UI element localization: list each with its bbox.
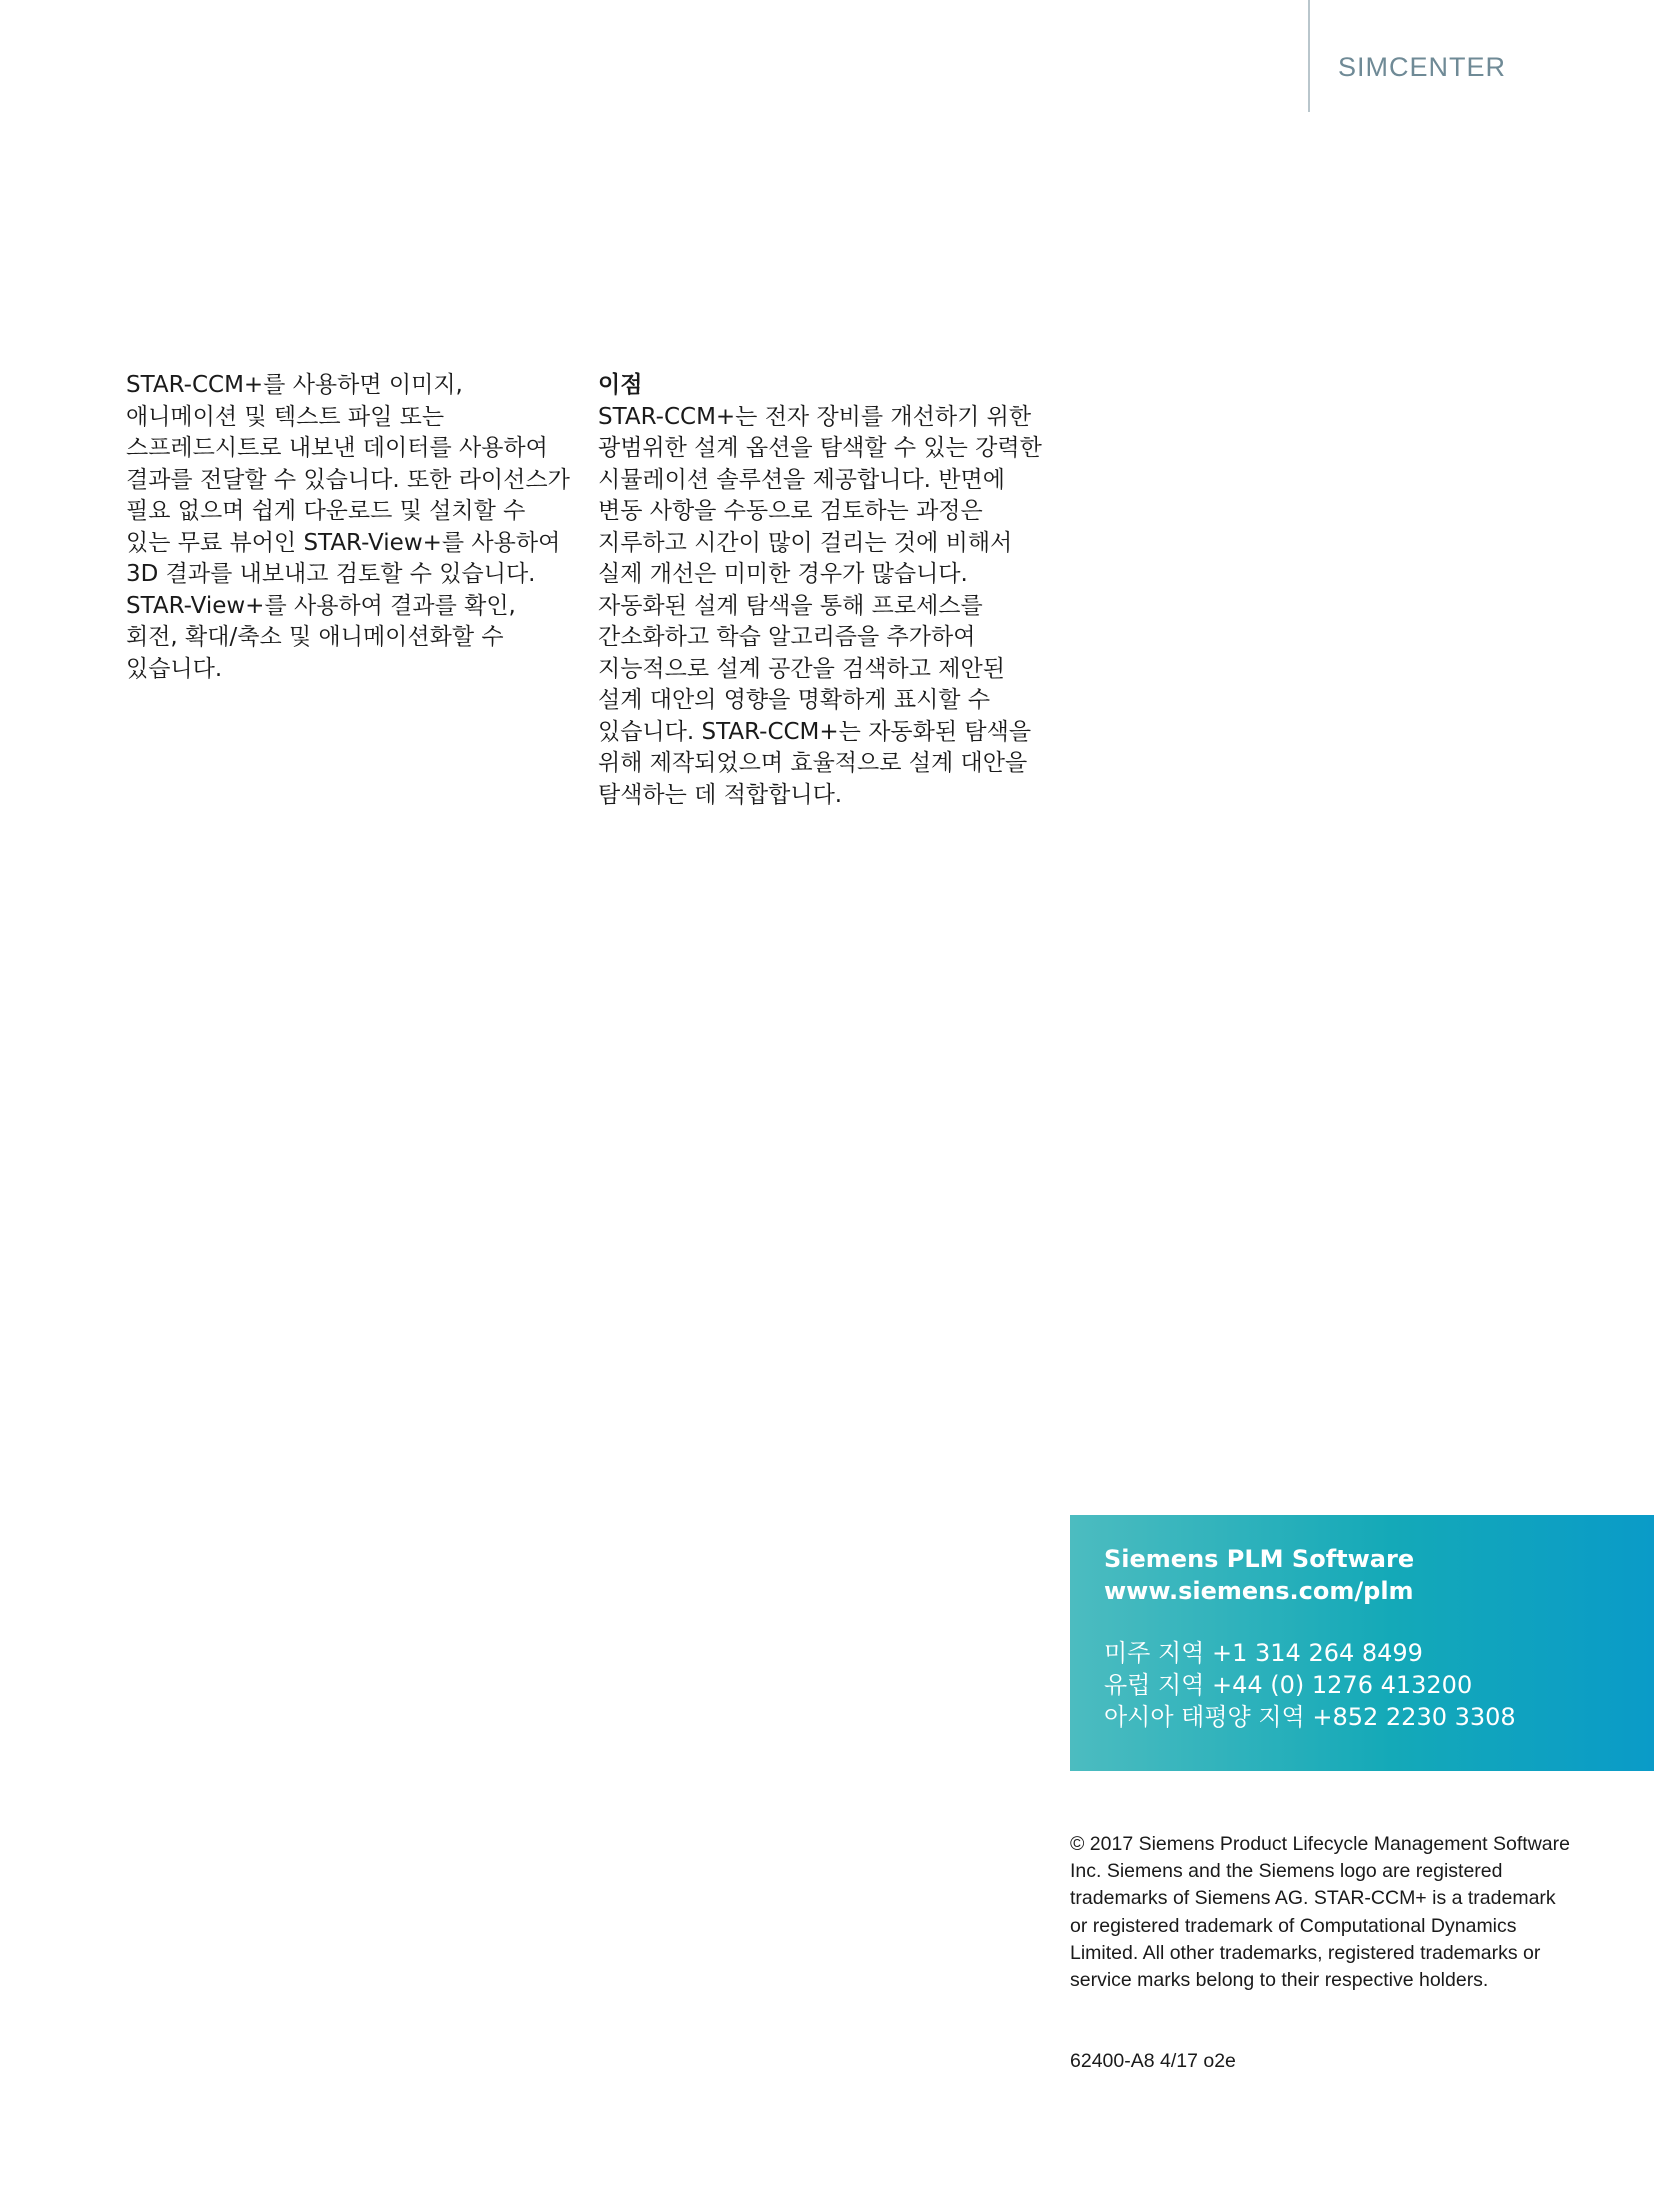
left-column-body: STAR-CCM+를 사용하면 이미지, 애니메이션 및 텍스트 파일 또는 스프레드시트로 내보낸 데이터를 사용하여 결과를 전달할 수 있습니다. 또한 라이선스가 필요 없으며 쉽게 다운로드 및 설치할 수 있는 무료 뷰어인 STAR-View+를 사용하여 3D 결과를 내보내고 검토할 수 있습니다. STAR-View+를 사용하여 결과를 확인, 회전, 확대/축소 및 애니메이션화할 수 있습니다. xyxy=(126,372,570,682)
region-phone-americas: 미주 지역 +1 314 264 8499 xyxy=(1104,1639,1423,1667)
left-column xyxy=(126,370,570,685)
benefits-heading: 이점 xyxy=(598,372,643,398)
header-divider xyxy=(1308,0,1310,112)
right-column-body: STAR-CCM+는 전자 장비를 개선하기 위한 광범위한 설계 옵션을 탐색할 수 있는 강력한 시뮬레이션 솔루션을 제공합니다. 반면에 변동 사항을 수동으로 검토하는 과정은 지루하고 시간이 많이 걸리는 것에 비해서 실제 개선은 미미한 경우가 많습니다. 자동화된 설계 탐색을 통해 프로세스를 간소화하고 학습 알고리즘을 추가하여 지능적으로 설계 공간을 검색하고 제안된 설계 대안의 영향을 명확하게 표시할 수 있습니다. STAR-CCM+는 자동화된 탐색을 위해 제작되었으며 효율적으로 설계 대안을 탐색하는 데 적합합니다. xyxy=(598,403,1042,808)
document-code: 62400-A8 4/17 o2e xyxy=(1070,2050,1236,2072)
legal-notice: © 2017 Siemens Product Lifecycle Management Software Inc. Siemens and the Siemens logo are registered trademarks of Siemens AG. STAR-CCM+ is a trademark or registered trademark of Computational Dynamics Limited. All other trademarks, registered trademarks or service marks belong to their respective holders. xyxy=(1070,1833,1570,1992)
contact-box xyxy=(1070,1515,1654,1771)
brand-label: SIMCENTER xyxy=(1338,52,1507,82)
region-phone-europe: 유럽 지역 +44 (0) 1276 413200 xyxy=(1104,1671,1473,1699)
right-column xyxy=(598,370,1042,811)
company-url[interactable]: www.siemens.com/plm xyxy=(1104,1577,1414,1605)
region-phone-list xyxy=(1104,1637,1620,1733)
region-phone-asia-pacific: 아시아 태평양 지역 +852 2230 3308 xyxy=(1104,1703,1516,1731)
company-name: Siemens PLM Software xyxy=(1104,1545,1415,1573)
